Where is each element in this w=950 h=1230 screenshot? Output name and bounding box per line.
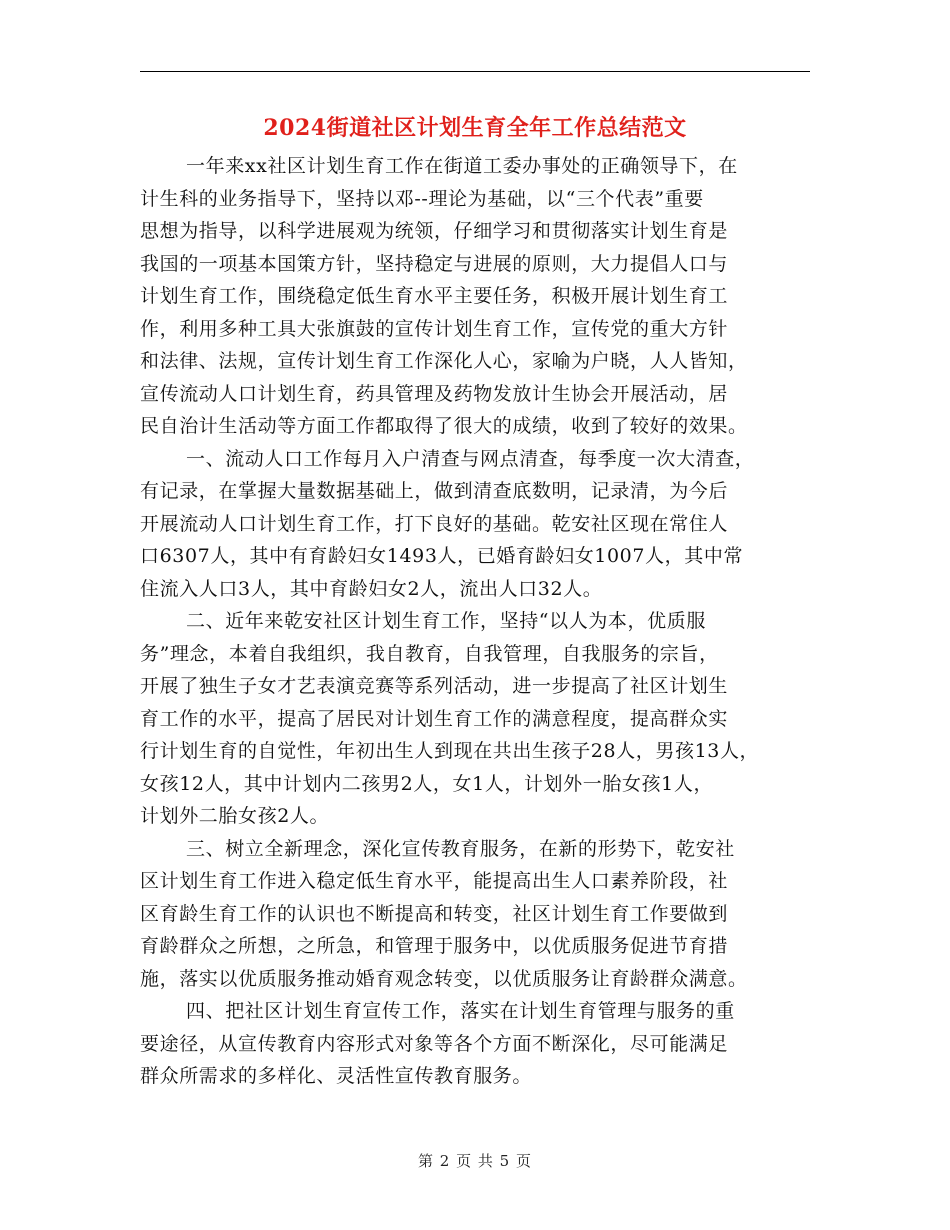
- paragraph-line: 作，利用多种工具大张旗鼓的宣传计划生育工作，宣传党的重大方针: [140, 317, 729, 340]
- paragraph-line: 一、流动人口工作每月入户清查与网点清查，每季度一次大清查，: [186, 447, 755, 470]
- paragraph-line: 行计划生育的自觉性，年初出生人到现在共出生孩子28人，男孩13人，: [140, 740, 760, 762]
- paragraph-line: 四、把社区计划生育宣传工作，落实在计划生育管理与服务的重: [186, 1000, 735, 1022]
- paragraph-line: 要途径，从宣传教育内容形式对象等各个方面不断深化，尽可能满足: [140, 1032, 729, 1055]
- document-body: [140, 150, 812, 1093]
- paragraph-line: 计划生育工作，围绕稳定低生育水平主要任务，积极开展计划生育工: [140, 285, 729, 307]
- paragraph-line: 一年来xx社区计划生育工作在街道工委办事处的正确领导下，在: [186, 155, 738, 177]
- header-rule: [140, 71, 810, 72]
- paragraph-line: 思想为指导，以科学进展观为统领，仔细学习和贯彻落实计划生育是: [140, 220, 729, 242]
- paragraph-line: 女孩12人，其中计划内二孩男2人，女1人，计划外一胎女孩1人，: [140, 772, 714, 795]
- paragraph-line: 开展流动人口计划生育工作，打下良好的基础。乾安社区现在常住人: [140, 512, 729, 535]
- paragraph-line: 口6307人，其中有育龄妇女1493人，已婚育龄妇女1007人，其中常: [140, 545, 744, 567]
- paragraph-line: 计划外二胎女孩2人。: [140, 805, 330, 827]
- paragraph-line: 群众所需求的多样化、灵活性宣传教育服务。: [140, 1065, 533, 1087]
- paragraph-line: 务”理念，本着自我组织，我自教育，自我管理，自我服务的宗旨，: [140, 642, 719, 665]
- paragraph-line: 开展了独生子女才艺表演竞赛等系列活动，进一步提高了社区计划生: [140, 675, 729, 697]
- paragraph-line: 我国的一项基本国策方针，坚持稳定与进展的原则，大力提倡人口与: [140, 252, 729, 275]
- paragraph-line: 民自治计生活动等方面工作都取得了很大的成绩，收到了较好的效果。: [140, 415, 748, 437]
- paragraph-line: 区育龄生育工作的认识也不断提高和转变，社区计划生育工作要做到: [140, 902, 729, 925]
- paragraph-line: 施，落实以优质服务推动婚育观念转变，以优质服务让育龄群众满意。: [140, 967, 748, 990]
- paragraph-line: 二、近年来乾安社区计划生育工作，坚持“以人为本，优质服: [186, 610, 706, 632]
- paragraph-line: 住流入人口3人，其中育龄妇女2人，流出人口32人。: [140, 577, 603, 600]
- paragraph-line: 宣传流动人口计划生育，药具管理及药物发放计生协会开展活动，居: [140, 382, 729, 405]
- paragraph-line: 有记录，在掌握大量数据基础上，做到清查底数明，记录清，为今后: [140, 480, 729, 502]
- paragraph-line: 计生科的业务指导下，坚持以邓--理论为基础，以“三个代表”重要: [140, 187, 704, 210]
- paragraph-line: 育工作的水平，提高了居民对计划生育工作的满意程度，提高群众实: [140, 707, 729, 730]
- paragraph-line: 三、树立全新理念，深化宣传教育服务，在新的形势下，乾安社: [186, 837, 735, 860]
- paragraph-line: 和法律、法规，宣传计划生育工作深化人心，家喻为户晓，人人皆知，: [140, 350, 748, 372]
- paragraph-line: 育龄群众之所想，之所急，和管理于服务中，以优质服务促进节育措: [140, 935, 729, 957]
- page-number-footer: 第 2 页 共 5 页: [418, 1152, 532, 1170]
- paragraph-line: 区计划生育工作进入稳定低生育水平，能提高出生人口素养阶段，社: [140, 870, 729, 892]
- document-title: 2024街道社区计划生育全年工作总结范文: [263, 115, 687, 141]
